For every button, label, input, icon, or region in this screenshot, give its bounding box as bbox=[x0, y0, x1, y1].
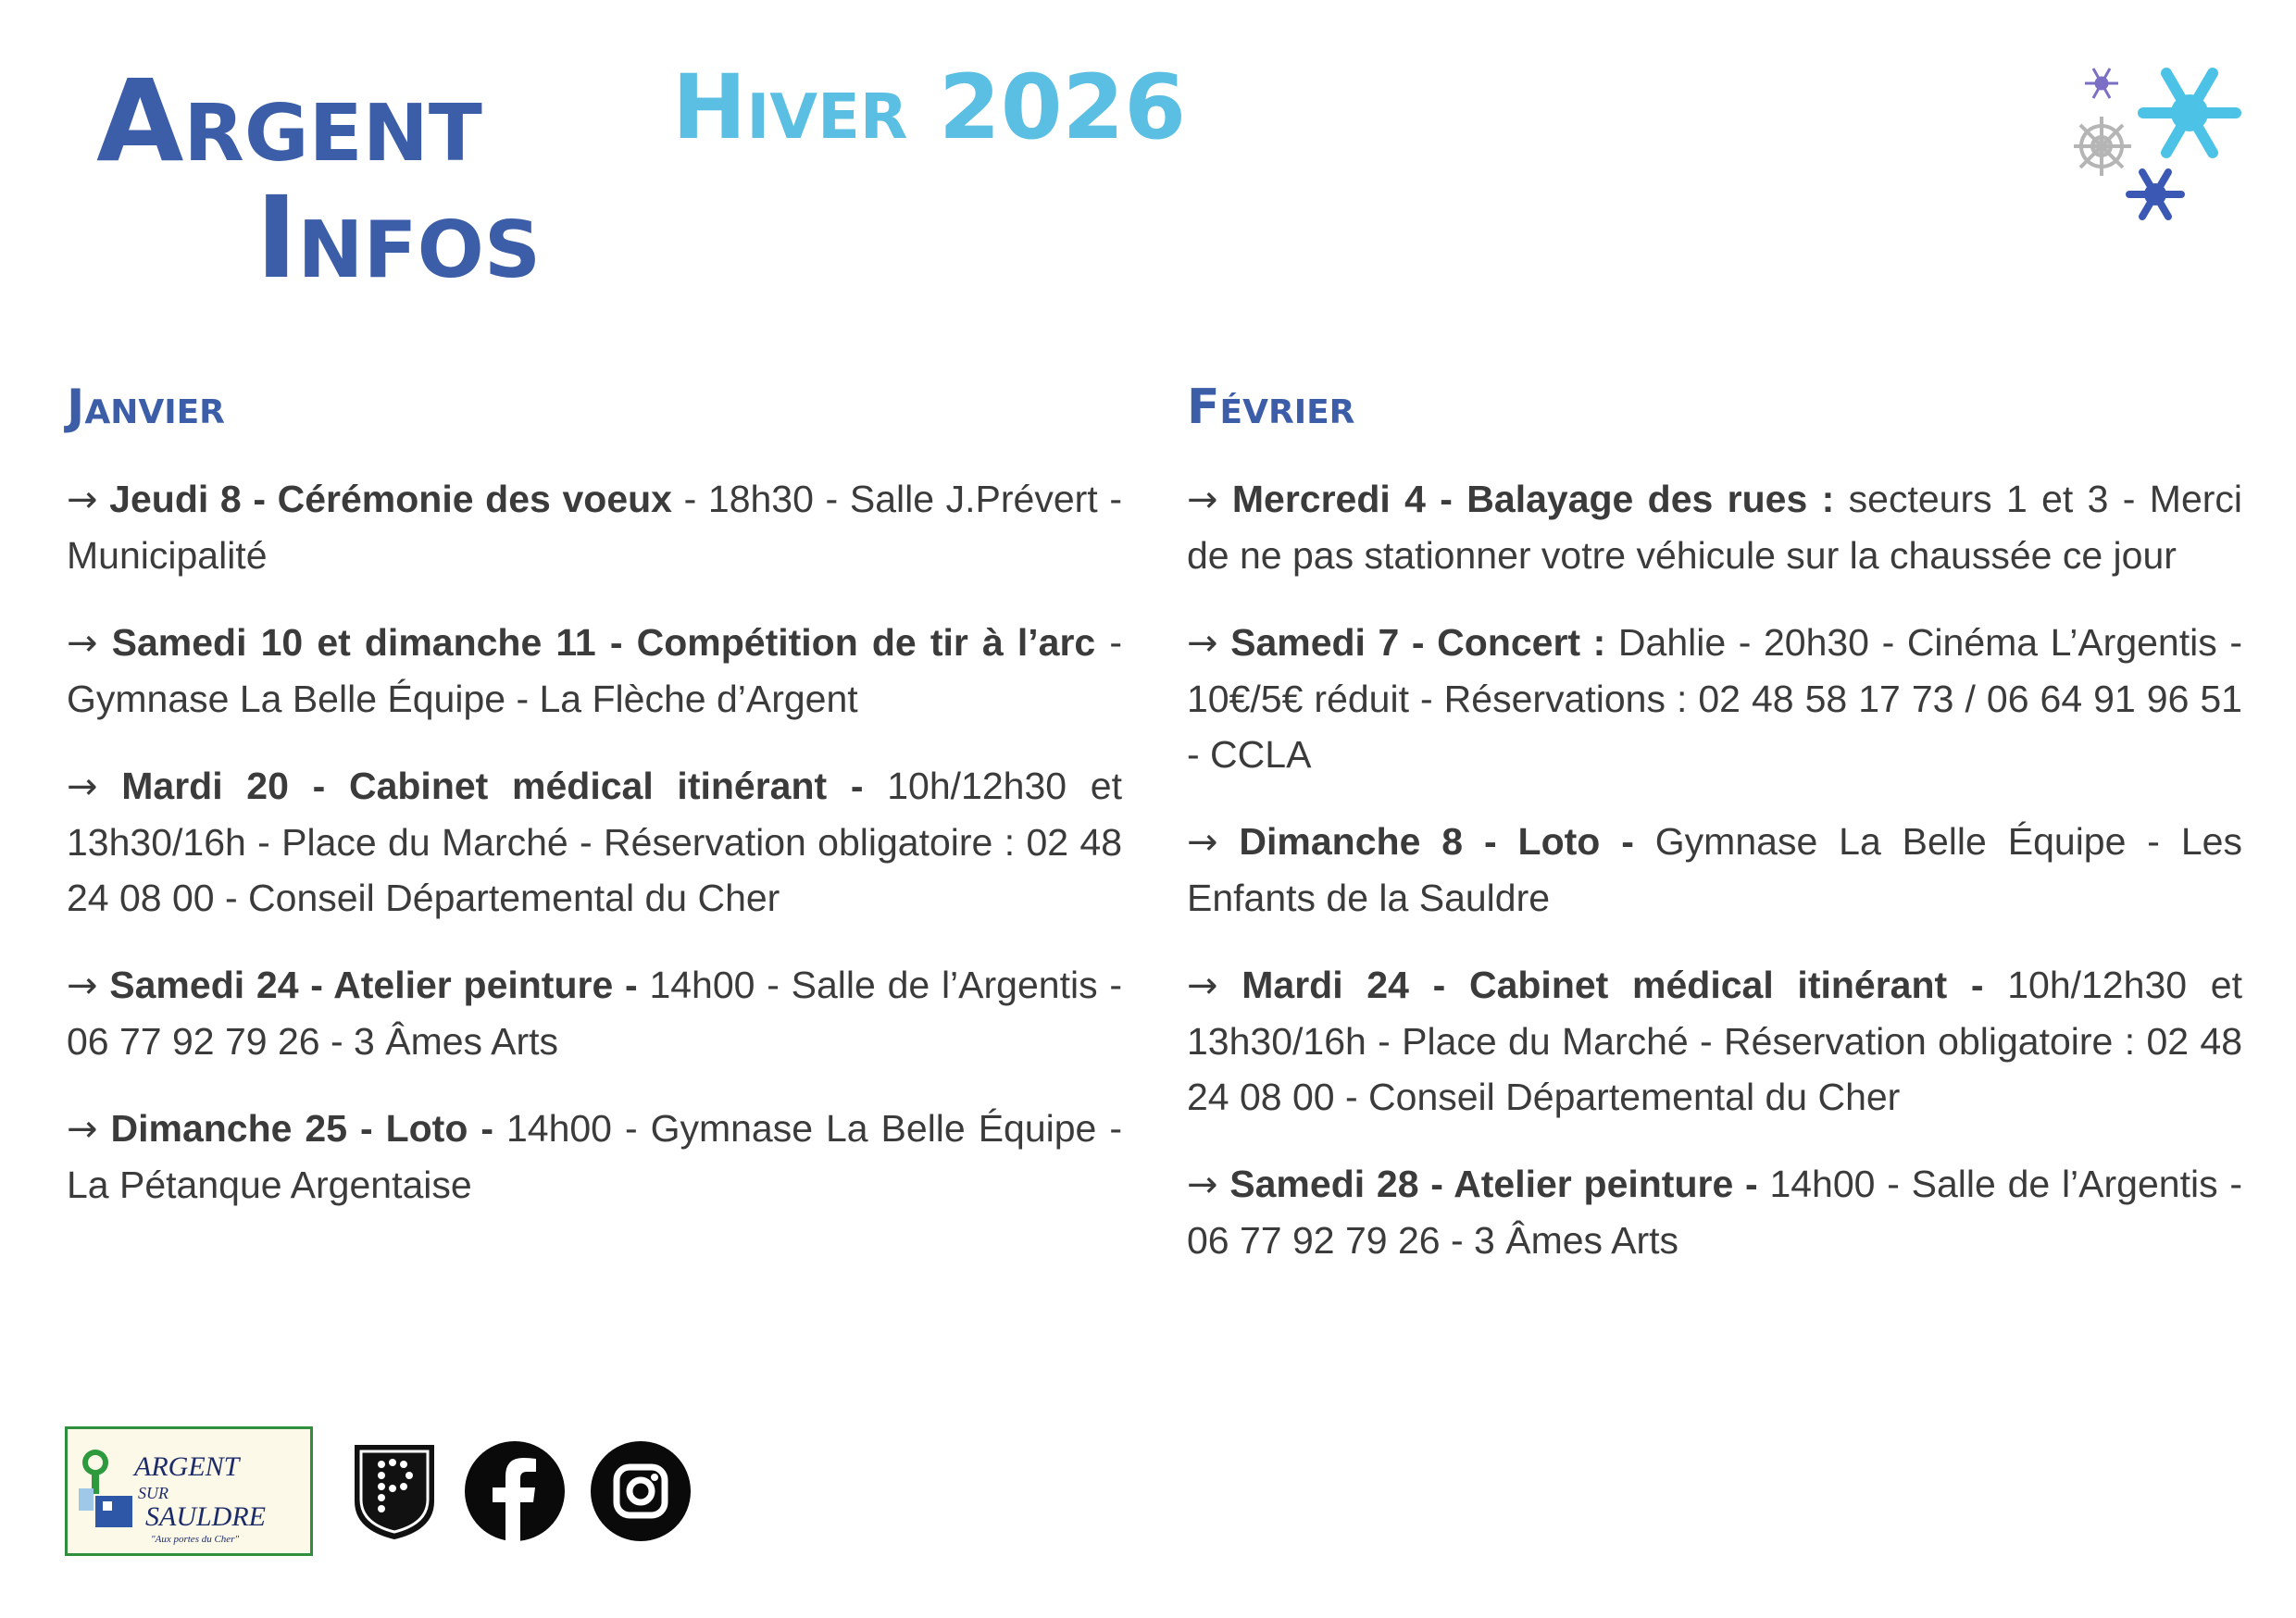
event-details: 10h/12h30 et 13h30/16h - Place du Marché - Réservation obligatoire : 02 48 24 08 00 - Conseil Départemental du Cher bbox=[1187, 964, 2242, 1119]
instagram-icon[interactable] bbox=[591, 1441, 691, 1541]
event-title: Samedi 28 - Atelier peinture - bbox=[1229, 1163, 1758, 1206]
town-logo[interactable] bbox=[65, 1426, 313, 1556]
arrow-icon: → bbox=[67, 479, 98, 522]
event-item bbox=[67, 1101, 1122, 1213]
event-title: Mercredi 4 - Balayage des rues : bbox=[1231, 478, 1835, 521]
arrow-icon: → bbox=[1187, 479, 1218, 522]
title-argent: Argent bbox=[96, 56, 482, 187]
arrow-icon: → bbox=[67, 765, 98, 809]
event-details: secteurs 1 et 3 - Merci de ne pas stationner votre véhicule sur la chaussée ce jour bbox=[1187, 478, 2243, 578]
january-column bbox=[67, 381, 1122, 1244]
arrow-icon: → bbox=[1187, 821, 1218, 865]
snowflake-icon bbox=[2129, 172, 2181, 217]
month-heading-january: Janvier bbox=[67, 380, 225, 435]
event-item bbox=[1187, 957, 2242, 1125]
event-details: - Gymnase La Belle Équipe - La Flèche d’Argent bbox=[67, 621, 1122, 721]
event-title: Mardi 20 - Cabinet médical itinérant - bbox=[121, 765, 864, 808]
event-item bbox=[1187, 1156, 2242, 1268]
event-details: 10h/12h30 et 13h30/16h - Place du Marché - Réservation obligatoire : 02 48 24 08 00 - Conseil Départemental du Cher bbox=[67, 765, 1122, 920]
town-logo-line1: ARGENT bbox=[134, 1451, 240, 1482]
title-infos: Infos bbox=[256, 172, 542, 304]
event-details: 14h00 - Salle de l’Argentis - 06 77 92 79 26 - 3 Âmes Arts bbox=[1187, 1163, 2242, 1263]
arrow-icon: → bbox=[1187, 1164, 1218, 1207]
snowflakes-decoration bbox=[2074, 56, 2259, 231]
event-details: - 18h30 - Salle J.Prévert - Municipalité bbox=[67, 478, 1122, 578]
arrow-icon: → bbox=[67, 622, 98, 666]
event-details: 14h00 - Salle de l’Argentis - 06 77 92 79 26 - 3 Âmes Arts bbox=[67, 964, 1122, 1064]
event-item bbox=[1187, 814, 2242, 926]
arrow-icon: → bbox=[1187, 965, 1218, 1008]
arrow-icon: → bbox=[1187, 622, 1218, 666]
town-logo-mark-icon bbox=[75, 1446, 140, 1535]
social-icons bbox=[350, 1440, 691, 1542]
event-title: Samedi 7 - Concert : bbox=[1230, 621, 1606, 665]
event-title: Mardi 24 - Cabinet médical itinérant - bbox=[1242, 964, 1984, 1007]
event-item bbox=[1187, 471, 2242, 583]
month-heading-february: Février bbox=[1187, 380, 1355, 435]
arrow-icon: → bbox=[67, 1108, 98, 1151]
event-title: Dimanche 8 - Loto - bbox=[1239, 820, 1634, 864]
event-item bbox=[67, 758, 1122, 926]
arrow-icon: → bbox=[67, 965, 98, 1008]
event-item bbox=[67, 615, 1122, 727]
snowflake-icon bbox=[2074, 117, 2131, 176]
snowflake-icon bbox=[2143, 73, 2236, 153]
panneaupocket-icon[interactable] bbox=[350, 1440, 439, 1542]
town-logo-tagline: "Aux portes du Cher" bbox=[151, 1534, 240, 1545]
event-title: Samedi 24 - Atelier peinture - bbox=[109, 964, 638, 1007]
event-details: 14h00 - Gymnase La Belle Équipe - La Pétanque Argentaise bbox=[67, 1107, 1122, 1207]
event-title: Jeudi 8 - Cérémonie des voeux bbox=[109, 478, 672, 521]
event-item bbox=[67, 957, 1122, 1069]
event-item bbox=[1187, 615, 2242, 782]
event-details: Dahlie - 20h30 - Cinéma L’Argentis - 10€/5€ réduit - Réservations : 02 48 58 17 73 / 06 64 91 96 51 - CCLA bbox=[1187, 621, 2242, 777]
february-column bbox=[1187, 381, 2242, 1300]
event-title: Samedi 10 et dimanche 11 - Compétition de tir à l’arc bbox=[111, 621, 1096, 665]
season-title: Hiver 2026 bbox=[672, 56, 1187, 159]
facebook-icon[interactable] bbox=[465, 1441, 565, 1541]
event-title: Dimanche 25 - Loto - bbox=[110, 1107, 493, 1151]
event-item bbox=[67, 471, 1122, 583]
event-details: Gymnase La Belle Équipe - Les Enfants de la Sauldre bbox=[1187, 820, 2242, 920]
town-logo-line3: SAULDRE bbox=[145, 1501, 266, 1532]
footer bbox=[65, 1422, 691, 1561]
town-logo-line2: SUR bbox=[138, 1484, 168, 1502]
snowflake-icon bbox=[2085, 68, 2118, 98]
